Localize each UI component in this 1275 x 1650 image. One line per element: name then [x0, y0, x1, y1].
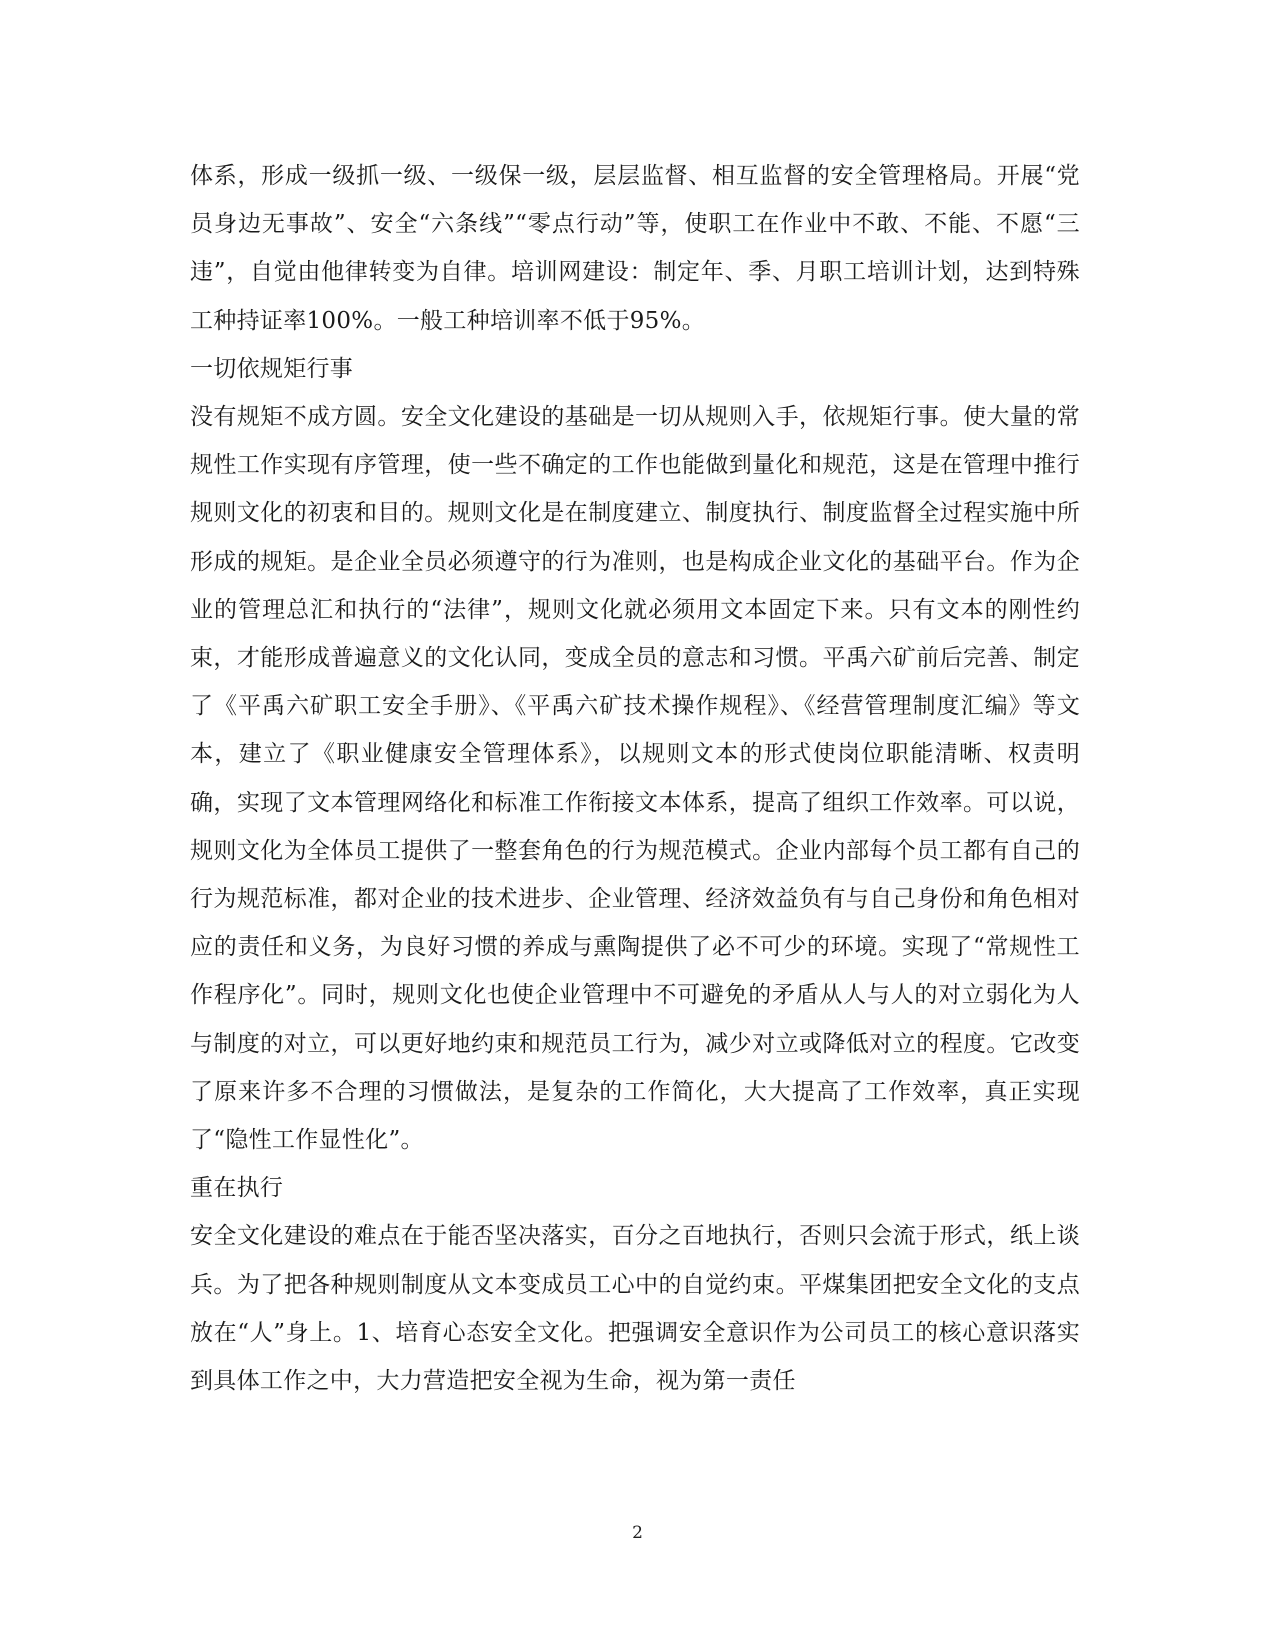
- document-body: [190, 152, 1080, 1405]
- paragraph: 没有规矩不成方圆。安全文化建设的基础是一切从规则入手，依规矩行事。使大量的常规性工作实现有序管理，使一些不确定的工作也能做到量化和规范，这是在管理中推行规则文化的初衷和目的。规则文化是在制度建立、制度执行、制度监督全过程实施中所形成的规矩。是企业全员必须遵守的行为准则，也是构成企业文化的基础平台。作为企业的管理总汇和执行的“法律”，规则文化就必须用文本固定下来。只有文本的刚性约束，才能形成普遍意义的文化认同，变成全员的意志和习惯。平禹六矿前后完善、制定了《平禹六矿职工安全手册》、《平禹六矿技术操作规程》、《经营管理制度汇编》等文本，建立了《职业健康安全管理体系》，以规则文本的形式使岗位职能清晰、权责明确，实现了文本管理网络化和标准工作衔接文本体系，提高了组织工作效率。可以说，规则文化为全体员工提供了一整套角色的行为规范模式。企业内部每个员工都有自己的行为规范标准，都对企业的技术进步、企业管理、经济效益负有与自己身份和角色相对应的责任和义务，为良好习惯的养成与熏陶提供了必不可少的环境。实现了“常规性工作程序化”。同时，规则文化也使企业管理中不可避免的矛盾从人与人的对立弱化为人与制度的对立，可以更好地约束和规范员工行为，减少对立或降低对立的程度。它改变了原来许多不合理的习惯做法，是复杂的工作简化，大大提高了工作效率，真正实现了“隐性工作显性化”。: [190, 404, 1080, 1154]
- paragraph: 体系，形成一级抓一级、一级保一级，层层监督、相互监督的安全管理格局。开展“党员身边无事故”、安全“六条线”“零点行动”等，使职工在作业中不敢、不能、不愿“三违”，自觉由他律转变为自律。培训网建设：制定年、季、月职工培训计划，达到特殊工种持证率100%。一般工种培训率不低于95%。: [190, 163, 1080, 334]
- paragraph: 安全文化建设的难点在于能否坚决落实，百分之百地执行，否则只会流于形式，纸上谈兵。为了把各种规则制度从文本变成员工心中的自觉约束。平煤集团把安全文化的支点放在“人”身上。1、培育心态安全文化。把强调安全意识作为公司员工的核心意识落实到具体工作之中，大力营造把安全视为生命，视为第一责任: [190, 1223, 1080, 1395]
- section-heading: 重在执行: [190, 1175, 284, 1202]
- section-heading: 一切依规矩行事: [190, 355, 354, 382]
- page-number: 2: [632, 1523, 643, 1543]
